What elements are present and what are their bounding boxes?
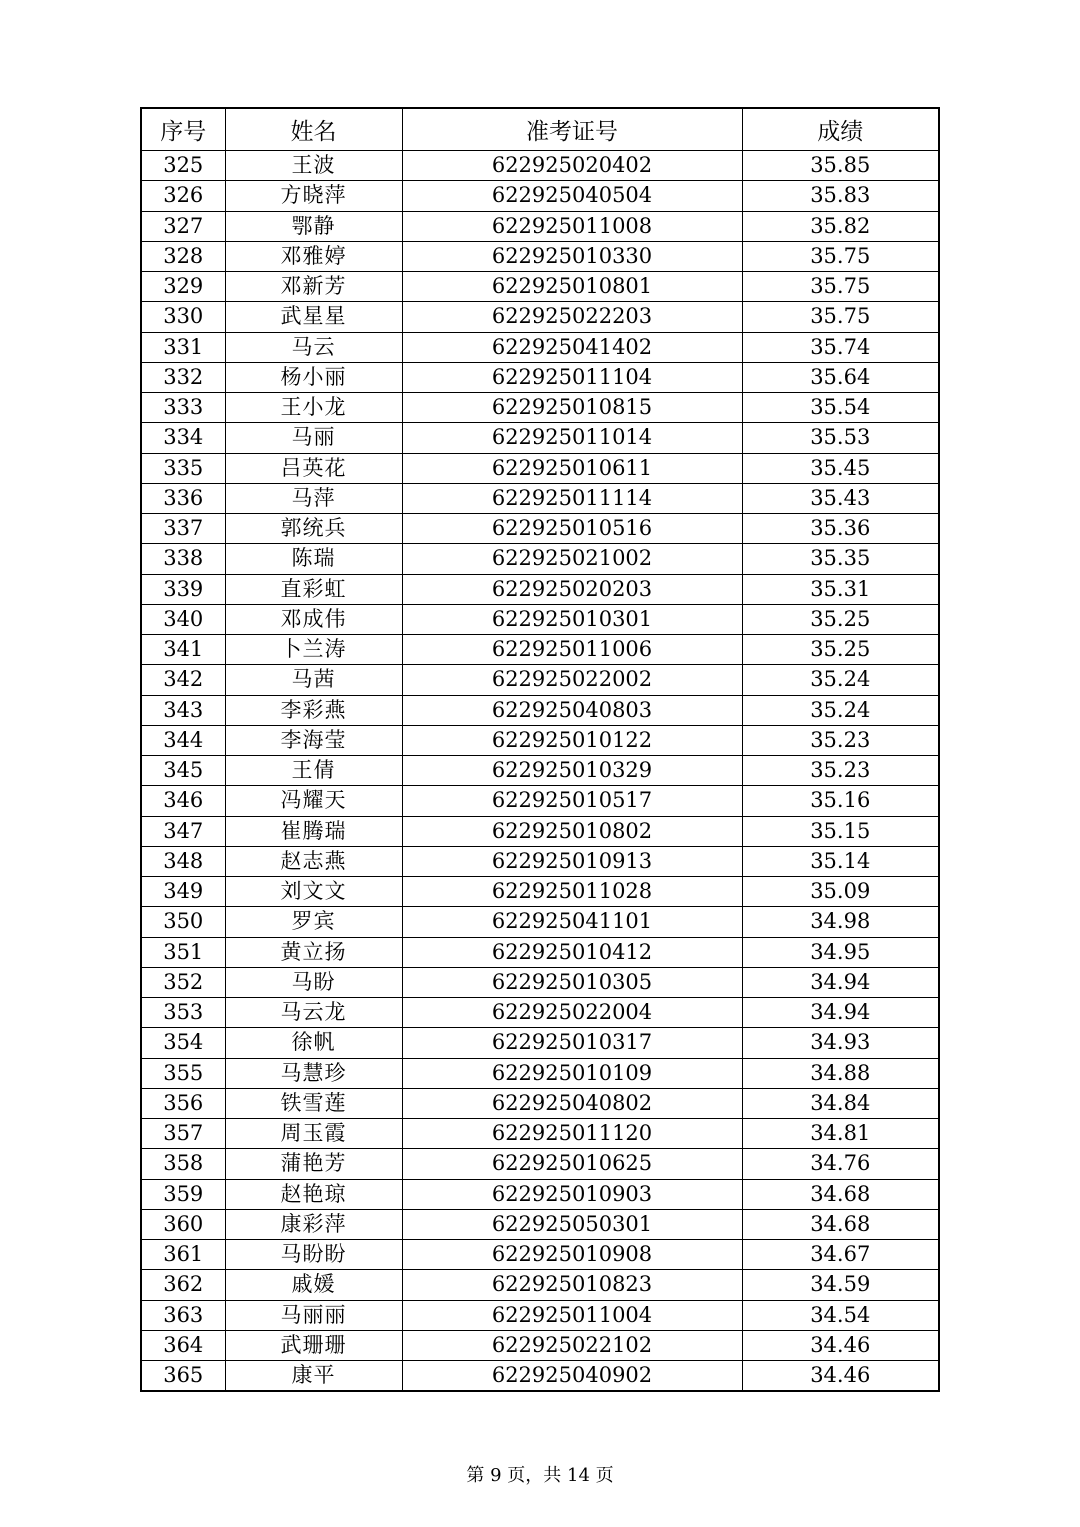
table-row xyxy=(141,1361,939,1392)
cell-name: 马丽丽 xyxy=(225,1300,402,1330)
table-row xyxy=(141,786,939,816)
table-row xyxy=(141,574,939,604)
cell-serial-number: 340 xyxy=(141,604,225,634)
table-row xyxy=(141,635,939,665)
table-row xyxy=(141,1179,939,1209)
cell-admission-number: 622925011120 xyxy=(402,1119,742,1149)
cell-admission-number: 622925010330 xyxy=(402,241,742,271)
cell-admission-number: 622925011014 xyxy=(402,423,742,453)
cell-admission-number: 622925010305 xyxy=(402,967,742,997)
cell-score: 35.24 xyxy=(742,665,939,695)
cell-score: 34.95 xyxy=(742,937,939,967)
cell-admission-number: 622925010913 xyxy=(402,846,742,876)
cell-name: 邓成伟 xyxy=(225,604,402,634)
table-row xyxy=(141,211,939,241)
cell-serial-number: 356 xyxy=(141,1088,225,1118)
cell-serial-number: 343 xyxy=(141,695,225,725)
cell-score: 34.94 xyxy=(742,967,939,997)
cell-name: 康彩萍 xyxy=(225,1209,402,1239)
cell-score: 34.46 xyxy=(742,1361,939,1392)
cell-admission-number: 622925040802 xyxy=(402,1088,742,1118)
table-row xyxy=(141,937,939,967)
cell-serial-number: 350 xyxy=(141,907,225,937)
page-footer: 第 9 页，共 14 页 xyxy=(466,1465,614,1486)
cell-serial-number: 364 xyxy=(141,1330,225,1360)
cell-name: 罗宾 xyxy=(225,907,402,937)
table-row xyxy=(141,362,939,392)
cell-name: 赵艳琼 xyxy=(225,1179,402,1209)
cell-admission-number: 622925010517 xyxy=(402,786,742,816)
table-row xyxy=(141,151,939,181)
table-row xyxy=(141,544,939,574)
cell-name: 冯耀天 xyxy=(225,786,402,816)
cell-serial-number: 359 xyxy=(141,1179,225,1209)
table-header-row xyxy=(141,108,939,151)
cell-name: 陈瑞 xyxy=(225,544,402,574)
cell-name: 马丽 xyxy=(225,423,402,453)
header-serial-number: 序号 xyxy=(141,108,225,151)
cell-admission-number: 622925050301 xyxy=(402,1209,742,1239)
cell-name: 徐帆 xyxy=(225,1028,402,1058)
cell-name: 郭统兵 xyxy=(225,514,402,544)
cell-serial-number: 353 xyxy=(141,998,225,1028)
table-row xyxy=(141,695,939,725)
table-row xyxy=(141,1330,939,1360)
cell-name: 李彩燕 xyxy=(225,695,402,725)
cell-score: 35.74 xyxy=(742,332,939,362)
cell-admission-number: 622925011008 xyxy=(402,211,742,241)
cell-score: 35.53 xyxy=(742,423,939,453)
cell-admission-number: 622925022102 xyxy=(402,1330,742,1360)
cell-score: 35.54 xyxy=(742,393,939,423)
cell-serial-number: 329 xyxy=(141,272,225,302)
cell-admission-number: 622925010516 xyxy=(402,514,742,544)
cell-score: 35.45 xyxy=(742,453,939,483)
cell-score: 35.23 xyxy=(742,725,939,755)
cell-name: 马萍 xyxy=(225,483,402,513)
cell-serial-number: 328 xyxy=(141,241,225,271)
cell-serial-number: 339 xyxy=(141,574,225,604)
table-row xyxy=(141,725,939,755)
cell-serial-number: 338 xyxy=(141,544,225,574)
cell-name: 周玉霞 xyxy=(225,1119,402,1149)
table-row xyxy=(141,1028,939,1058)
cell-name: 马茜 xyxy=(225,665,402,695)
cell-score: 34.94 xyxy=(742,998,939,1028)
cell-serial-number: 327 xyxy=(141,211,225,241)
cell-admission-number: 622925010815 xyxy=(402,393,742,423)
cell-serial-number: 349 xyxy=(141,877,225,907)
cell-admission-number: 622925010611 xyxy=(402,453,742,483)
cell-score: 35.23 xyxy=(742,756,939,786)
cell-admission-number: 622925011004 xyxy=(402,1300,742,1330)
cell-score: 34.68 xyxy=(742,1179,939,1209)
cell-name: 李海莹 xyxy=(225,725,402,755)
cell-name: 赵志燕 xyxy=(225,846,402,876)
cell-score: 34.98 xyxy=(742,907,939,937)
cell-serial-number: 334 xyxy=(141,423,225,453)
cell-admission-number: 622925010122 xyxy=(402,725,742,755)
table-row xyxy=(141,1270,939,1300)
table-row xyxy=(141,665,939,695)
cell-serial-number: 357 xyxy=(141,1119,225,1149)
cell-admission-number: 622925020402 xyxy=(402,151,742,181)
cell-name: 马云龙 xyxy=(225,998,402,1028)
cell-serial-number: 336 xyxy=(141,483,225,513)
cell-name: 王倩 xyxy=(225,756,402,786)
cell-name: 崔腾瑞 xyxy=(225,816,402,846)
cell-name: 杨小丽 xyxy=(225,362,402,392)
cell-serial-number: 331 xyxy=(141,332,225,362)
cell-name: 戚媛 xyxy=(225,1270,402,1300)
cell-name: 蒲艳芳 xyxy=(225,1149,402,1179)
cell-admission-number: 622925010802 xyxy=(402,816,742,846)
table-row xyxy=(141,1088,939,1118)
table-row xyxy=(141,393,939,423)
cell-serial-number: 355 xyxy=(141,1058,225,1088)
cell-serial-number: 330 xyxy=(141,302,225,332)
cell-admission-number: 622925022203 xyxy=(402,302,742,332)
table-row xyxy=(141,1058,939,1088)
header-score: 成绩 xyxy=(742,108,939,151)
cell-admission-number: 622925022002 xyxy=(402,665,742,695)
cell-admission-number: 622925010301 xyxy=(402,604,742,634)
cell-name: 王小龙 xyxy=(225,393,402,423)
cell-score: 35.16 xyxy=(742,786,939,816)
table-row xyxy=(141,1209,939,1239)
cell-score: 35.14 xyxy=(742,846,939,876)
cell-serial-number: 346 xyxy=(141,786,225,816)
cell-name: 邓新芳 xyxy=(225,272,402,302)
cell-score: 35.75 xyxy=(742,241,939,271)
table-row xyxy=(141,514,939,544)
cell-name: 黄立扬 xyxy=(225,937,402,967)
cell-serial-number: 344 xyxy=(141,725,225,755)
cell-serial-number: 342 xyxy=(141,665,225,695)
cell-score: 35.15 xyxy=(742,816,939,846)
cell-name: 马盼 xyxy=(225,967,402,997)
cell-admission-number: 622925021002 xyxy=(402,544,742,574)
cell-name: 直彩虹 xyxy=(225,574,402,604)
cell-score: 34.93 xyxy=(742,1028,939,1058)
cell-admission-number: 622925011104 xyxy=(402,362,742,392)
cell-admission-number: 622925040504 xyxy=(402,181,742,211)
table-row xyxy=(141,181,939,211)
table-row xyxy=(141,998,939,1028)
cell-name: 方晓萍 xyxy=(225,181,402,211)
table-row xyxy=(141,241,939,271)
cell-admission-number: 622925010801 xyxy=(402,272,742,302)
score-table xyxy=(140,107,940,1392)
cell-serial-number: 348 xyxy=(141,846,225,876)
cell-admission-number: 622925010317 xyxy=(402,1028,742,1058)
cell-name: 马盼盼 xyxy=(225,1240,402,1270)
cell-name: 王波 xyxy=(225,151,402,181)
cell-name: 刘文文 xyxy=(225,877,402,907)
cell-score: 35.75 xyxy=(742,302,939,332)
cell-name: 铁雪莲 xyxy=(225,1088,402,1118)
table-row xyxy=(141,453,939,483)
cell-admission-number: 622925040803 xyxy=(402,695,742,725)
cell-score: 35.35 xyxy=(742,544,939,574)
table-row xyxy=(141,877,939,907)
cell-admission-number: 622925010908 xyxy=(402,1240,742,1270)
cell-score: 35.82 xyxy=(742,211,939,241)
cell-serial-number: 365 xyxy=(141,1361,225,1392)
cell-serial-number: 332 xyxy=(141,362,225,392)
cell-score: 35.24 xyxy=(742,695,939,725)
cell-score: 35.75 xyxy=(742,272,939,302)
cell-score: 34.81 xyxy=(742,1119,939,1149)
table-row xyxy=(141,816,939,846)
cell-name: 鄂静 xyxy=(225,211,402,241)
cell-admission-number: 622925011114 xyxy=(402,483,742,513)
cell-admission-number: 622925010109 xyxy=(402,1058,742,1088)
header-admission-number: 准考证号 xyxy=(402,108,742,151)
cell-score: 34.46 xyxy=(742,1330,939,1360)
cell-score: 34.84 xyxy=(742,1088,939,1118)
cell-admission-number: 622925010412 xyxy=(402,937,742,967)
cell-score: 35.43 xyxy=(742,483,939,513)
table-row xyxy=(141,272,939,302)
cell-name: 马云 xyxy=(225,332,402,362)
table-row xyxy=(141,1119,939,1149)
cell-admission-number: 622925011028 xyxy=(402,877,742,907)
header-name: 姓名 xyxy=(225,108,402,151)
cell-admission-number: 622925010329 xyxy=(402,756,742,786)
cell-admission-number: 622925010823 xyxy=(402,1270,742,1300)
cell-name: 武珊珊 xyxy=(225,1330,402,1360)
table-row xyxy=(141,604,939,634)
cell-score: 34.54 xyxy=(742,1300,939,1330)
cell-score: 34.68 xyxy=(742,1209,939,1239)
cell-serial-number: 345 xyxy=(141,756,225,786)
cell-admission-number: 622925040902 xyxy=(402,1361,742,1392)
cell-serial-number: 363 xyxy=(141,1300,225,1330)
cell-score: 34.59 xyxy=(742,1270,939,1300)
cell-admission-number: 622925010903 xyxy=(402,1179,742,1209)
cell-serial-number: 360 xyxy=(141,1209,225,1239)
cell-score: 35.25 xyxy=(742,635,939,665)
cell-admission-number: 622925011006 xyxy=(402,635,742,665)
cell-score: 34.76 xyxy=(742,1149,939,1179)
cell-name: 卜兰涛 xyxy=(225,635,402,665)
cell-score: 35.83 xyxy=(742,181,939,211)
cell-serial-number: 337 xyxy=(141,514,225,544)
cell-name: 邓雅婷 xyxy=(225,241,402,271)
cell-serial-number: 326 xyxy=(141,181,225,211)
cell-score: 35.64 xyxy=(742,362,939,392)
cell-score: 35.25 xyxy=(742,604,939,634)
table-row xyxy=(141,967,939,997)
cell-serial-number: 347 xyxy=(141,816,225,846)
cell-admission-number: 622925041402 xyxy=(402,332,742,362)
cell-serial-number: 333 xyxy=(141,393,225,423)
cell-serial-number: 358 xyxy=(141,1149,225,1179)
cell-name: 武星星 xyxy=(225,302,402,332)
table-row xyxy=(141,302,939,332)
table-row xyxy=(141,332,939,362)
cell-score: 34.67 xyxy=(742,1240,939,1270)
cell-score: 35.09 xyxy=(742,877,939,907)
cell-admission-number: 622925041101 xyxy=(402,907,742,937)
cell-name: 马慧珍 xyxy=(225,1058,402,1088)
cell-score: 35.31 xyxy=(742,574,939,604)
table-row xyxy=(141,1300,939,1330)
cell-score: 35.85 xyxy=(742,151,939,181)
cell-admission-number: 622925022004 xyxy=(402,998,742,1028)
cell-name: 康平 xyxy=(225,1361,402,1392)
cell-serial-number: 335 xyxy=(141,453,225,483)
table-row xyxy=(141,907,939,937)
cell-serial-number: 354 xyxy=(141,1028,225,1058)
table-row xyxy=(141,423,939,453)
table-row xyxy=(141,1240,939,1270)
cell-serial-number: 341 xyxy=(141,635,225,665)
table-row xyxy=(141,846,939,876)
cell-serial-number: 362 xyxy=(141,1270,225,1300)
table-row xyxy=(141,1149,939,1179)
cell-admission-number: 622925010625 xyxy=(402,1149,742,1179)
cell-serial-number: 325 xyxy=(141,151,225,181)
cell-name: 吕英花 xyxy=(225,453,402,483)
cell-serial-number: 351 xyxy=(141,937,225,967)
table-body xyxy=(141,151,939,1392)
table-row xyxy=(141,483,939,513)
table-row xyxy=(141,756,939,786)
cell-serial-number: 361 xyxy=(141,1240,225,1270)
cell-score: 34.88 xyxy=(742,1058,939,1088)
cell-admission-number: 622925020203 xyxy=(402,574,742,604)
cell-serial-number: 352 xyxy=(141,967,225,997)
cell-score: 35.36 xyxy=(742,514,939,544)
